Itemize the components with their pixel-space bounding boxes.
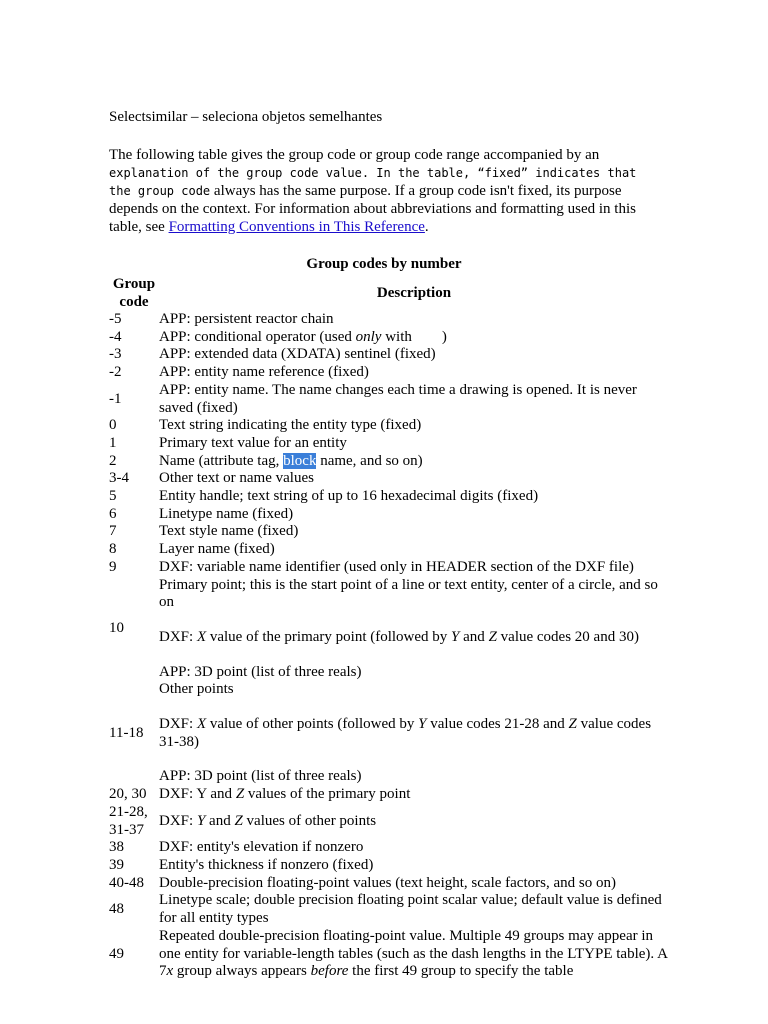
description-cell: Other text or name values [159, 470, 314, 487]
description-cell: Primary text value for an entity [159, 434, 347, 451]
table-row [109, 417, 669, 435]
group-code-cell: 20, 30 [109, 786, 147, 803]
table-caption: Group codes by number [306, 256, 462, 272]
table-row [109, 435, 669, 453]
description-cell [159, 786, 669, 804]
document-page [109, 108, 669, 981]
desc-emphasis: X [196, 716, 207, 733]
group-code-cell: 38 [109, 839, 124, 856]
page-heading: Selectsimilar – seleciona objetos semelhantes [109, 109, 383, 125]
table-row [109, 364, 669, 382]
desc-text: and [205, 812, 235, 829]
description-cell: APP: persistent reactor chain [159, 311, 334, 327]
group-code-cell: 9 [109, 558, 117, 575]
desc-text: values of the primary point [244, 786, 411, 803]
intro-line-1: The following table gives the group code or group code range accompanied by an [109, 147, 600, 163]
paragraph-gap [159, 699, 669, 716]
desc-text: DXF: [159, 716, 197, 733]
table-row [109, 786, 669, 804]
table-row [109, 559, 669, 577]
description-cell: Entity handle; text string of up to 16 hexadecimal digits (fixed) [159, 488, 539, 505]
group-code-cell: 48 [109, 901, 124, 918]
intro-mono-text: explanation of the group code value. In the table, “fixed” indicates that the group code [109, 166, 637, 198]
description-cell: Text string indicating the entity type (fixed) [159, 417, 422, 434]
description-cell: Entity's thickness if nonzero (fixed) [159, 856, 374, 873]
selected-text-highlight[interactable]: block [283, 452, 317, 469]
group-code-cell: -4 [109, 328, 122, 345]
table-row [109, 453, 669, 471]
desc-paragraph: Primary point; this is the start point of a line or text entity, center of a circle, and so on [159, 576, 658, 611]
table-row [109, 329, 669, 347]
desc-text: DXF: Y and [159, 786, 236, 803]
desc-emphasis: Z [488, 628, 497, 645]
desc-text: DXF: [159, 812, 197, 829]
desc-emphasis: X [196, 628, 207, 645]
group-code-cell: 2 [109, 452, 117, 469]
description-cell [159, 577, 669, 682]
desc-paragraph: APP: 3D point (list of three reals) [159, 768, 362, 785]
description-cell: Linetype name (fixed) [159, 505, 294, 522]
desc-emphasis: before [310, 963, 349, 980]
desc-emphasis: x [166, 963, 174, 980]
group-code-cell: -1 [109, 390, 122, 407]
group-code-cell: 0 [109, 417, 117, 434]
intro-line-3: always has the same purpose. If a group code isn't fixed, its purpose depends on the context. For information about abbreviations and formatting used in this table, see [109, 183, 636, 235]
group-code-cell: 7 [109, 523, 117, 540]
table-row [109, 523, 669, 541]
desc-emphasis: Z [234, 812, 243, 829]
intro-paragraph [109, 146, 639, 236]
paragraph-gap [159, 647, 669, 664]
group-code-cell: 39 [109, 856, 124, 873]
paragraph-gap [159, 612, 669, 629]
group-code-cell: -2 [109, 364, 122, 381]
paragraph-gap [159, 751, 669, 768]
desc-emphasis: Z [235, 786, 245, 803]
desc-text: value codes 21-28 and [426, 716, 569, 733]
group-code-cell: 8 [109, 541, 117, 558]
table-row [109, 928, 669, 981]
group-code-cell: 11-18 [109, 724, 144, 741]
desc-text: group always appears [173, 963, 311, 980]
col-header-group-code: Group code [112, 276, 156, 310]
description-cell: Linetype scale; double precision floating point scalar value; default value is defined for all entity types [159, 892, 662, 927]
desc-text: Name (attribute tag, [159, 452, 284, 469]
desc-paragraph: Other points [159, 681, 234, 698]
group-code-cell: 3-4 [109, 470, 129, 487]
description-cell: DXF: variable name identifier (used only in HEADER section of the DXF file) [159, 558, 634, 575]
table-row [109, 681, 669, 786]
table-row [109, 382, 669, 417]
description-cell: Layer name (fixed) [159, 541, 275, 558]
description-cell [159, 329, 669, 347]
desc-emphasis: Y [418, 716, 427, 733]
desc-text: value codes 20 and 30) [496, 628, 639, 645]
desc-text: with ) [381, 328, 447, 345]
description-cell [159, 453, 669, 471]
group-code-cell: 5 [109, 488, 117, 505]
table-row [109, 892, 669, 927]
col-header-description: Description [376, 285, 452, 301]
table-row [109, 839, 669, 857]
group-code-cell: -5 [109, 311, 122, 327]
table-row [109, 346, 669, 364]
desc-text: value codes 31-38) [159, 716, 652, 750]
desc-text: name, and so on) [316, 452, 423, 469]
table-row [109, 875, 669, 893]
desc-emphasis: Z [568, 716, 577, 733]
desc-text: value of other points (followed by [206, 716, 419, 733]
desc-text: value of the primary point (followed by [206, 628, 452, 645]
desc-text: DXF: [159, 628, 197, 645]
desc-text: APP: conditional operator (used [159, 328, 356, 345]
desc-text: Repeated double-precision floating-point value. Multiple 49 groups may appear in one entity for variable-length tables (such as the dash lengths in the LTYPE table). A 7 [159, 927, 668, 980]
description-cell: APP: entity name. The name changes each time a drawing is opened. It is never saved (fixed) [159, 381, 637, 416]
desc-emphasis: only [355, 328, 382, 345]
group-code-cell: 1 [109, 434, 117, 451]
desc-text: values of other points [242, 812, 377, 829]
description-cell: APP: extended data (XDATA) sentinel (fixed) [159, 346, 436, 363]
table-row [109, 804, 669, 839]
table-row [109, 488, 669, 506]
desc-emphasis: Y [196, 812, 206, 829]
desc-paragraph: APP: 3D point (list of three reals) [159, 663, 362, 680]
description-cell: Double-precision floating-point values (text height, scale factors, and so on) [159, 874, 616, 891]
group-code-cell: 49 [109, 945, 124, 962]
description-cell: DXF: entity's elevation if nonzero [159, 839, 364, 856]
group-code-cell: -3 [109, 346, 122, 363]
table-header-row [109, 275, 669, 311]
group-code-cell: 6 [109, 505, 117, 522]
formatting-conventions-link[interactable]: Formatting Conventions in This Reference [168, 219, 425, 235]
desc-text: the first 49 group to specify the table [348, 963, 574, 980]
intro-period: . [424, 219, 429, 235]
desc-emphasis: Y [451, 628, 460, 645]
group-codes-table [109, 275, 669, 981]
group-code-cell: 40-48 [109, 874, 144, 891]
desc-text: and [459, 628, 489, 645]
description-cell [159, 928, 669, 981]
table-row [109, 311, 669, 329]
group-code-cell: 10 [109, 620, 124, 637]
table-row [109, 857, 669, 875]
table-row [109, 541, 669, 559]
table-row [109, 470, 669, 488]
table-row [109, 506, 669, 524]
description-cell [159, 681, 669, 786]
group-code-cell: 21-28, 31-37 [109, 803, 148, 838]
description-cell [159, 804, 669, 839]
table-row [109, 577, 669, 682]
description-cell: APP: entity name reference (fixed) [159, 364, 369, 381]
description-cell: Text style name (fixed) [159, 523, 299, 540]
